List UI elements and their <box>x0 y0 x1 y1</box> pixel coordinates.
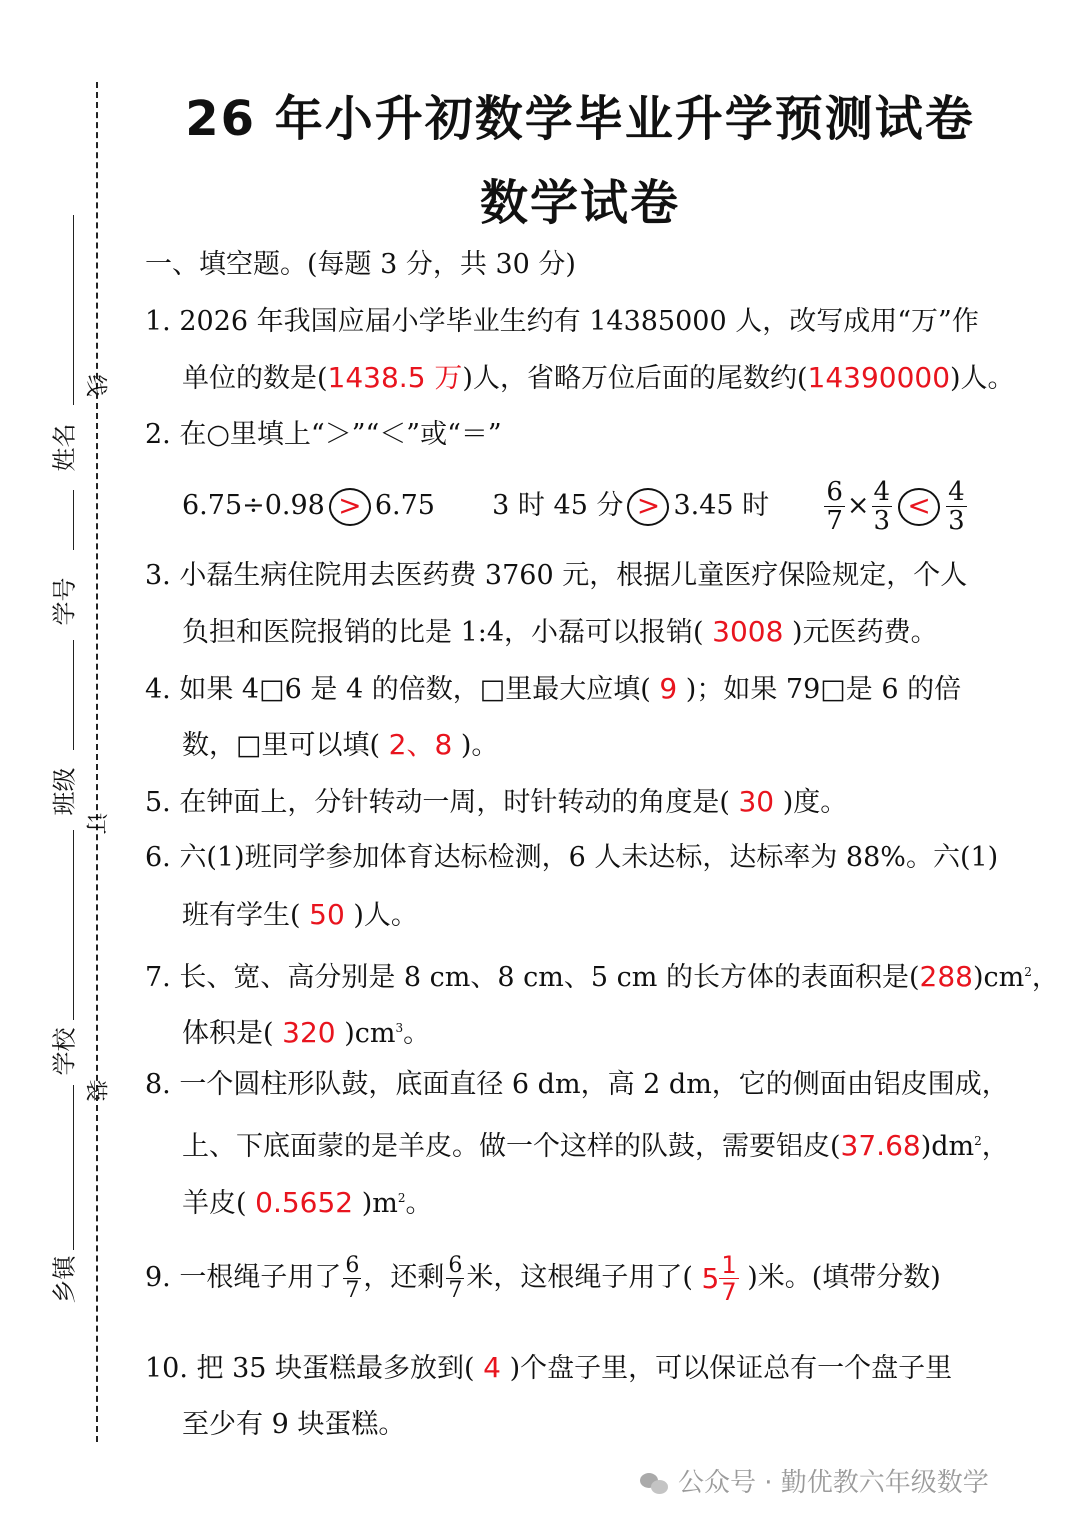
q8-line1: 8. 一个圆柱形队鼓，底面直径 6 dm，高 2 dm，它的侧面由铝皮围成， <box>145 1069 1009 1100</box>
q8-line3: 羊皮( 0.5652 )$m^2$。 <box>182 1186 433 1219</box>
q2-line1: 2. 在○里填上“＞”“＜”或“＝” <box>145 419 502 450</box>
q2-circle1: > <box>329 488 371 526</box>
town-underline <box>73 1085 74 1250</box>
q2-fraction2: $\frac{4}{3}$ <box>873 477 891 536</box>
side-label-class: 班级 <box>50 767 79 816</box>
q8-answer1: 37.68 <box>840 1129 921 1162</box>
q1-line2: 单位的数是(1438.5 万)人，省略万位后面的尾数约(14390000)人。 <box>182 361 1015 394</box>
q6-answer: 50 <box>309 898 345 931</box>
q3-answer: 3008 <box>712 615 784 648</box>
name-underline <box>73 215 74 405</box>
id-underline <box>73 490 74 550</box>
q2-circle3: < <box>898 488 940 526</box>
q5-answer: 30 <box>738 785 775 818</box>
q9-fraction2: $\frac{6}{7}$ <box>448 1253 463 1303</box>
q4-line2: 数，□里可以填( 2、8 )。 <box>182 728 499 761</box>
q7-answer1: 288 <box>919 960 973 993</box>
watermark: 公众号 · 勤优教六年级数学 <box>640 1462 989 1499</box>
side-label-id: 学号 <box>50 577 79 626</box>
page-title: 26 年小升初数学毕业升学预测试卷 <box>185 91 975 147</box>
q8-line2: 上、下底面蒙的是羊皮。做一个这样的队鼓，需要铝皮$(37.68)dm^2$， <box>182 1129 1009 1162</box>
q7-answer2: 320 <box>282 1016 336 1049</box>
q2-fraction3: $\frac{4}{3}$ <box>948 477 965 536</box>
q4-line1: 4. 如果 4□6 是 4 的倍数，□里最大应填( 9 )；如果 79□是 6 的倍 <box>145 672 962 705</box>
bind-mark-xian: 线 <box>82 374 108 397</box>
side-label-school: 学校 <box>50 1027 79 1076</box>
q2-fraction1: $\frac{6}{7}$ <box>826 477 843 536</box>
q1-answer1: 1438.5 万 <box>327 361 463 394</box>
q3-line1: 3. 小磊生病住院用去医药费 3760 元，根据儿童医疗保险规定，个人 <box>145 560 968 591</box>
q9-fraction1: $\frac{6}{7}$ <box>345 1253 360 1303</box>
bind-mark-zhuang: 装 <box>82 1079 108 1102</box>
section-heading: 一、填空题。(每题 3 分，共 30 分) <box>145 249 576 280</box>
binding-dashed-line <box>96 82 98 1442</box>
side-label-town: 乡镇 <box>50 1255 79 1304</box>
school-underline <box>73 830 74 1020</box>
q7-line1: 7. 长、宽、高分别是 8 cm、8 cm、5 cm 的长方体的表面积是$(288)cm^2$， <box>145 960 1059 993</box>
page-subtitle: 数学试卷 <box>479 175 680 231</box>
q9-answer-mixed-number: 5 1 7 <box>701 1251 737 1306</box>
q1-answer2: 14390000 <box>807 361 951 394</box>
q3-line2: 负担和医院报销的比是 1:4，小磊可以报销( 3008 )元医药费。 <box>182 615 938 648</box>
q7-line2: 体积是( 320 )$cm^3$。 <box>182 1016 431 1049</box>
q10-line2: 至少有 9 块蛋糕。 <box>182 1409 406 1440</box>
wechat-icon <box>640 1471 670 1497</box>
bind-mark-ding: 订 <box>82 812 108 835</box>
q4-answer1: 9 <box>659 672 678 705</box>
q10-answer: 4 <box>483 1351 501 1384</box>
side-label-name: 姓名 <box>50 423 79 472</box>
q5-line: 5. 在钟面上，分针转动一周，时针转动的角度是( 30 )度。 <box>145 785 848 818</box>
q6-line1: 6. 六(1)班同学参加体育达标检测，6 人未达标，达标率为 88%。六(1) <box>145 842 999 873</box>
q1-line1: 1. 2026 年我国应届小学毕业生约有 14385000 人，改写成用“万”作 <box>145 306 979 337</box>
q4-answer2: 2、8 <box>388 728 453 761</box>
q8-answer2: 0.5652 <box>255 1186 354 1219</box>
q2-comparisons: 6.75÷0.98 > 6.75 3 时 45 分 > 3.45 时 $\frac{6}{7}$ × $\frac{4}{3}$ < $\frac{4}{3}$ <box>182 477 965 536</box>
class-underline <box>73 640 74 750</box>
q9-line: 9. 一根绳子用了 $\frac{6}{7}$ ，还剩 $\frac{6}{7}$ 米，这根绳子用了( 5 1 7 )米。(填带分数) <box>145 1248 941 1318</box>
q6-line2: 班有学生( 50 )人。 <box>182 898 418 931</box>
q2-circle2: > <box>627 488 669 526</box>
q10-line1: 10. 把 35 块蛋糕最多放到( 4 )个盘子里，可以保证总有一个盘子里 <box>145 1351 953 1384</box>
